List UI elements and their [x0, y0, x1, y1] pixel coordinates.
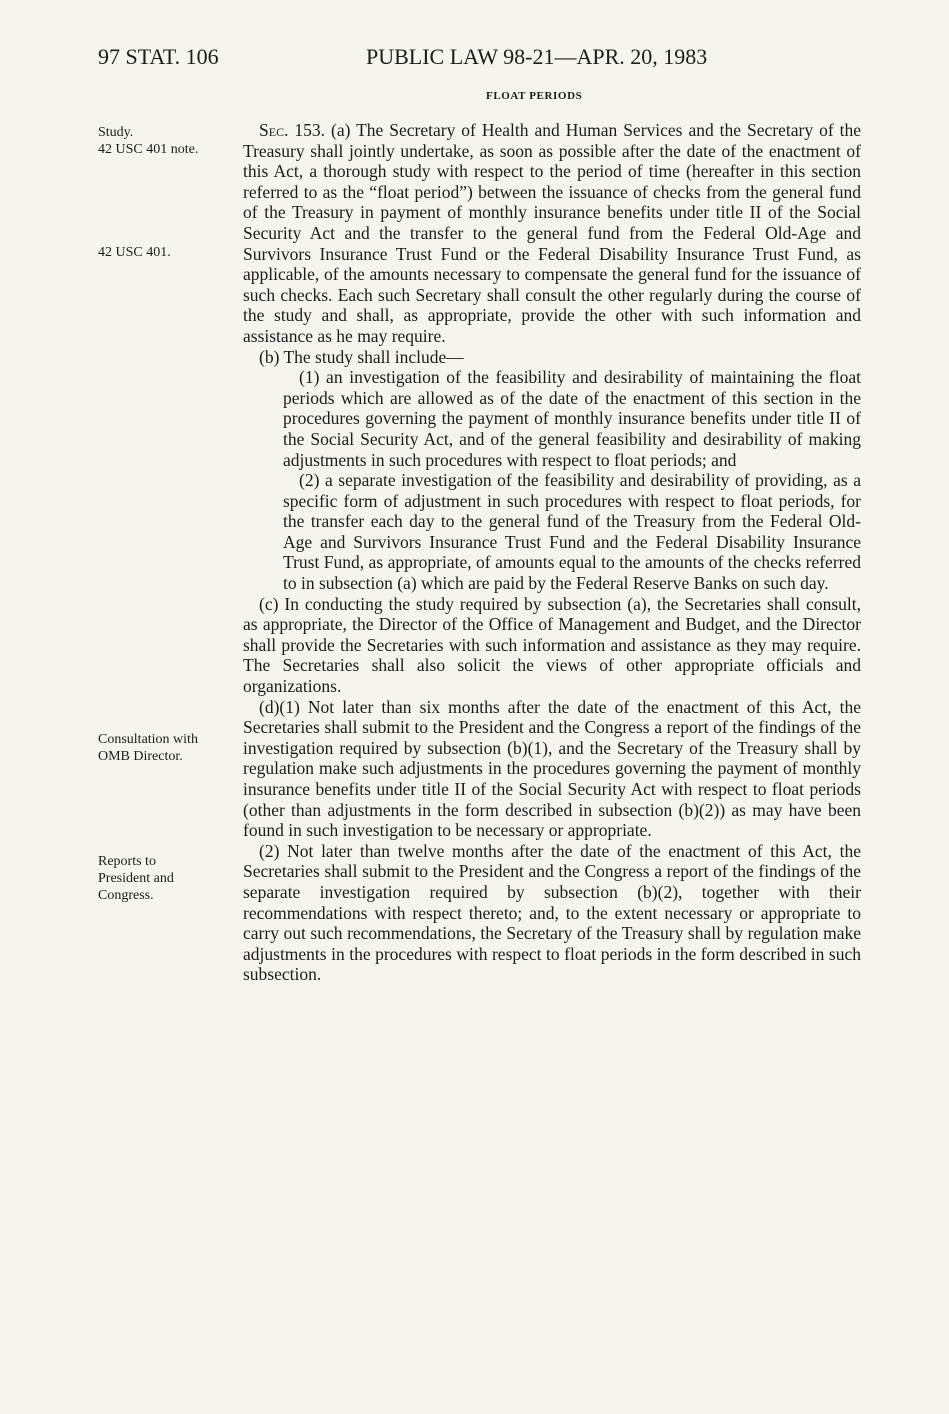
margin-note-study-cite: 42 USC 401 note. [98, 142, 199, 157]
paragraph-b2: (2) a separate investigation of the feasibility and desirability of providing, as a specific form of adjustment in such procedures with respect to float periods, for the transfer each day to the general fund of the Treasury from the Federal Old-Age and Survivors Insurance Trust Fund and the Federal Disability Insurance Trust Fund, as appropriate, of amounts equal to the amounts of the checks referred to in subsection (a) which are paid by the Federal Reserve Banks on such day. [283, 470, 861, 594]
margin-note-reports: Reports to President and Congress. [98, 854, 174, 903]
margin-note-usc-cite: 42 USC 401. [98, 245, 171, 260]
page-header [98, 44, 858, 78]
paragraph-a [243, 120, 861, 347]
sec-label: Sec. [259, 120, 289, 140]
stat-page-number: 97 STAT. 106 [98, 44, 219, 69]
paragraph-b1: (1) an investigation of the feasibility and desirability of maintaining the float periods which are allowed as of the date of the enactment of this section in the procedures governing the payment of monthly insurance benefits under title II of the Social Security Act, and of the general feasibility and desirability of making adjustments in such procedures with respect to float periods; and [283, 367, 861, 470]
paragraph-d2: (2) Not later than twelve months after the date of the enactment of this Act, the Secretaries shall submit to the President and the Congress a report of the findings of the separate investigation required by subsection (b)(2), together with their recommendations with respect thereto; and, to the extent necessary or appropriate to carry out such recommendations, the Secretary of the Treasury shall by regulation make adjustments in the procedures with respect to float periods in the form described in such subsection. [243, 840, 861, 985]
law-title: PUBLIC LAW 98-21—APR. 20, 1983 [366, 44, 708, 69]
paragraph-a-text: 153. (a) The Secretary of Health and Human Services and the Secretary of the Treasury shall jointly undertake, as soon as possible after the date of the enactment of this Act, a thorough study with respect to the period of time (hereafter in this section referred to as the “float period”) between the issuance of checks from the general fund of the Treasury in payment of monthly insurance benefits under title II of the Social Security Act and the transfer to the general fund from the Federal Old-Age and Survivors Insurance Trust Fund or the Federal Disability Insurance Trust Fund, as applicable, of the amounts necessary to compensate the general fund for the issuance of such checks. Each such Secretary shall consult the other regularly during the course of the study and shall, as appropriate, provide the other with such information and assistance as he may require. [243, 120, 861, 346]
paragraph-d1: (d)(1) Not later than six months after the date of the enactment of this Act, the Secretaries shall submit to the President and the Congress a report of the findings of the investigation required by subsection (b)(1), and the Secretary of the Treasury shall by regulation make such adjustments in the procedures governing the payment of monthly insurance benefits under title II of the Social Security Act with respect to float periods (other than adjustments in the form described in subsection (b)(2)) as may have been found in such investigation to be necessary or appropriate. [243, 696, 861, 841]
section-heading: FLOAT PERIODS [486, 90, 583, 102]
margin-note-consultation: Consultation with OMB Director. [98, 732, 198, 764]
paragraph-b: (b) The study shall include— [259, 346, 464, 367]
section-body [243, 120, 861, 985]
margin-note-study: Study. [98, 125, 134, 140]
paragraph-c: (c) In conducting the study required by subsection (a), the Secretaries shall consult, as appropriate, the Director of the Office of Management and Budget, and the Director shall provide the Secretaries with such information and assistance as they may require. The Secretaries shall also solicit the views of other appropriate officials and organizations. [243, 593, 861, 697]
